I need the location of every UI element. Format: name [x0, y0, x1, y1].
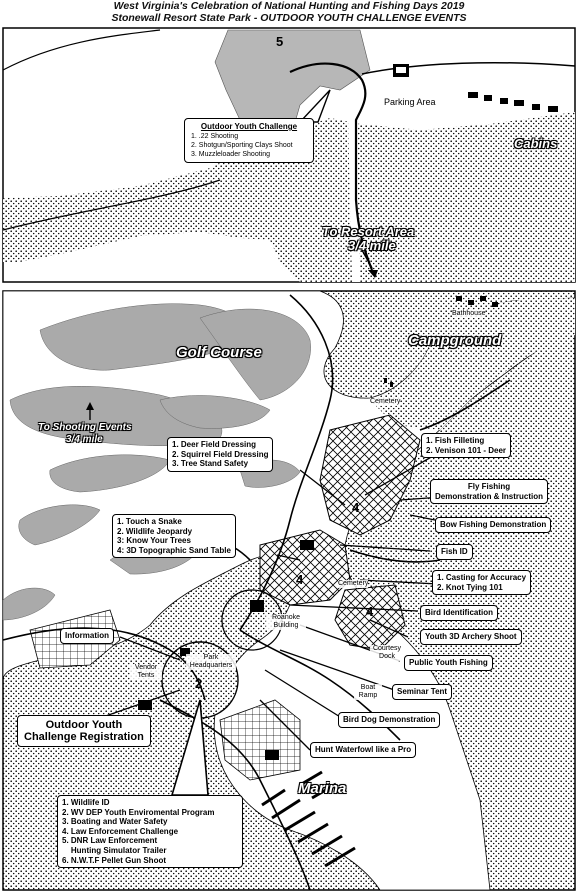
- information-box: Information: [60, 628, 114, 644]
- campground-label: Campground: [408, 332, 502, 349]
- outdoor-challenge-title: Outdoor Youth Challenge: [200, 122, 298, 131]
- event-item: 1. Touch a Snake: [117, 517, 182, 526]
- to-shooting-label-1: To Shooting Events: [38, 422, 132, 433]
- header-title-2: Stonewall Resort State Park - OUTDOOR YOUTH CHALLENGE EVENTS: [111, 12, 467, 24]
- courtesy-dock-label: Courtesy Dock: [370, 645, 404, 661]
- event-item: 4: 3D Topographic Sand Table: [117, 545, 231, 555]
- event-item: 1. Deer Field Dressing: [172, 440, 257, 449]
- touch-snake-box: [112, 514, 236, 558]
- event-item: 3. Boating and Water Safety: [62, 817, 168, 827]
- to-resort-label-2: 3/4 mile: [348, 238, 396, 253]
- public-fishing-box: Public Youth Fishing: [404, 655, 493, 671]
- parking-area-label: Parking Area: [384, 97, 436, 107]
- golf-course-label: Golf Course: [176, 344, 262, 361]
- event-item: 2. Venison 101 - Deer: [426, 445, 507, 455]
- cemetery-label-top: Cemetery: [370, 398, 401, 405]
- bird-id-box: Bird Identification: [420, 605, 498, 621]
- fly-fishing-box: [430, 479, 548, 504]
- event-item: 2. Wildlife Jeopardy: [117, 526, 193, 536]
- bow-fishing-box: Bow Fishing Demonstration: [435, 517, 551, 533]
- park-hq-label: Park Headquarters: [186, 654, 236, 670]
- area-5-label: 5: [276, 34, 284, 49]
- event-item: 1. Casting for Accuracy: [437, 573, 527, 582]
- event-item: 4. Law Enforcement Challenge: [62, 826, 179, 836]
- event-item: Fly Fishing: [467, 482, 511, 491]
- area-4a-label: 4: [352, 500, 360, 515]
- registration-line: Challenge Registration: [24, 731, 144, 743]
- event-item: Hunting Simulator Trailer: [62, 845, 167, 855]
- to-resort-label-1: To Resort Area: [322, 224, 415, 239]
- challenge-item: 1. .22 Shooting: [191, 132, 239, 140]
- fish-filleting-box: [421, 433, 511, 458]
- event-item: 3. Tree Stand Safety: [172, 459, 249, 469]
- cemetery-label-mid: Cemetery: [338, 580, 369, 587]
- roanoke-building-label: Roanoke Building: [266, 614, 306, 630]
- casting-box: [432, 570, 531, 595]
- deer-dressing-box: [167, 437, 273, 472]
- event-item: 5. DNR Law Enforcement: [62, 836, 158, 846]
- event-item: 2. WV DEP Youth Enviromental Program: [62, 807, 215, 817]
- challenge-item: 2. Shotgun/Sporting Clays Shoot: [191, 141, 293, 149]
- waterfowl-box: Hunt Waterfowl like a Pro: [310, 742, 416, 758]
- challenge-item: 3. Muzzleloader Shooting: [191, 150, 270, 158]
- seminar-tent-box: Seminar Tent: [392, 684, 452, 700]
- boat-ramp-label: Boat Ramp: [354, 684, 382, 700]
- header-title-1: West Virginia's Celebration of National Hunting and Fishing Days 2019: [113, 0, 465, 12]
- registration-line: Outdoor Youth: [45, 719, 123, 731]
- event-item: 2. Knot Tying 101: [437, 582, 503, 592]
- vendor-tents-label: Vendor Tents: [130, 664, 162, 680]
- wildlife-id-box: [57, 795, 243, 868]
- event-item: 1. Fish Filleting: [426, 436, 485, 445]
- event-item: 2. Squirrel Field Dressing: [172, 449, 269, 459]
- event-item: 1. Wildlife ID: [62, 798, 110, 807]
- area-4c-label: 4: [366, 604, 374, 619]
- marina-label: Marina: [298, 780, 347, 797]
- event-item: Demonstration & Instruction: [435, 491, 544, 501]
- archery-box: Youth 3D Archery Shoot: [420, 629, 522, 645]
- outdoor-challenge-box: [184, 118, 314, 163]
- area-4b-label: 4: [296, 572, 304, 587]
- registration-box: [17, 715, 151, 747]
- cabins-label: Cabins: [514, 136, 558, 151]
- to-shooting-label-2: 3/4 mile: [66, 434, 103, 445]
- event-item: 3: Know Your Trees: [117, 536, 191, 546]
- area-2-label: 2: [195, 676, 203, 691]
- fish-id-box: Fish ID: [436, 544, 473, 560]
- bathhouse-label: Bathhouse: [452, 310, 486, 317]
- bird-dog-box: Bird Dog Demonstration: [338, 712, 440, 728]
- event-item: 6. N.W.T.F Pellet Gun Shoot: [62, 855, 167, 865]
